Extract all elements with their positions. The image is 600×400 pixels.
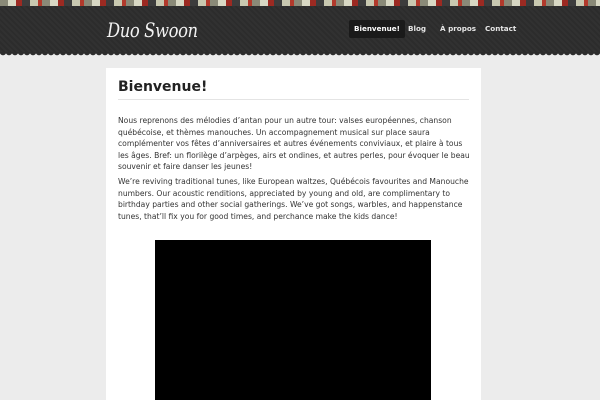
nav-item-bienvenue[interactable]: Bienvenue! [349, 20, 405, 38]
nav-item-contact[interactable]: Contact [485, 24, 517, 33]
header-scalloped-edge [0, 52, 600, 56]
paragraph-english: We’re reviving traditional tunes, like European waltzes, Québécois favourites and Manouche numbers. Our acoustic renditions, appreciated by young and old, are complimentary to birthday parties and other social gatherings. We’ve got songs, warbles, and happenstance tunes, that’ll fix you for good times, and perchance make the kids dance! [118, 177, 469, 221]
paragraph-french: Nous reprenons des mélodies d’antan pour un autre tour: valses européennes, chanson québécoise, et thèmes manouches. Un accompagnement musical sur place saura complémenter vos fêtes d’anniversaires et autres événements conviviaux, et plaire à tous les âges. Bref: un florilège d’arpèges, airs et ondines, et autres perles, pour évoquer le beau souvenir et faire danser les jeunes! [118, 116, 470, 171]
title-divider [118, 99, 469, 100]
video-player[interactable] [155, 240, 431, 400]
site-logo[interactable]: Duo Swoon [107, 18, 198, 42]
site-header [0, 6, 600, 52]
nav-item-blog[interactable]: Blog [408, 24, 427, 33]
page-title: Bienvenue! [118, 79, 208, 95]
main-content [106, 68, 481, 400]
nav-item-a-propos[interactable]: À propos [440, 24, 477, 33]
